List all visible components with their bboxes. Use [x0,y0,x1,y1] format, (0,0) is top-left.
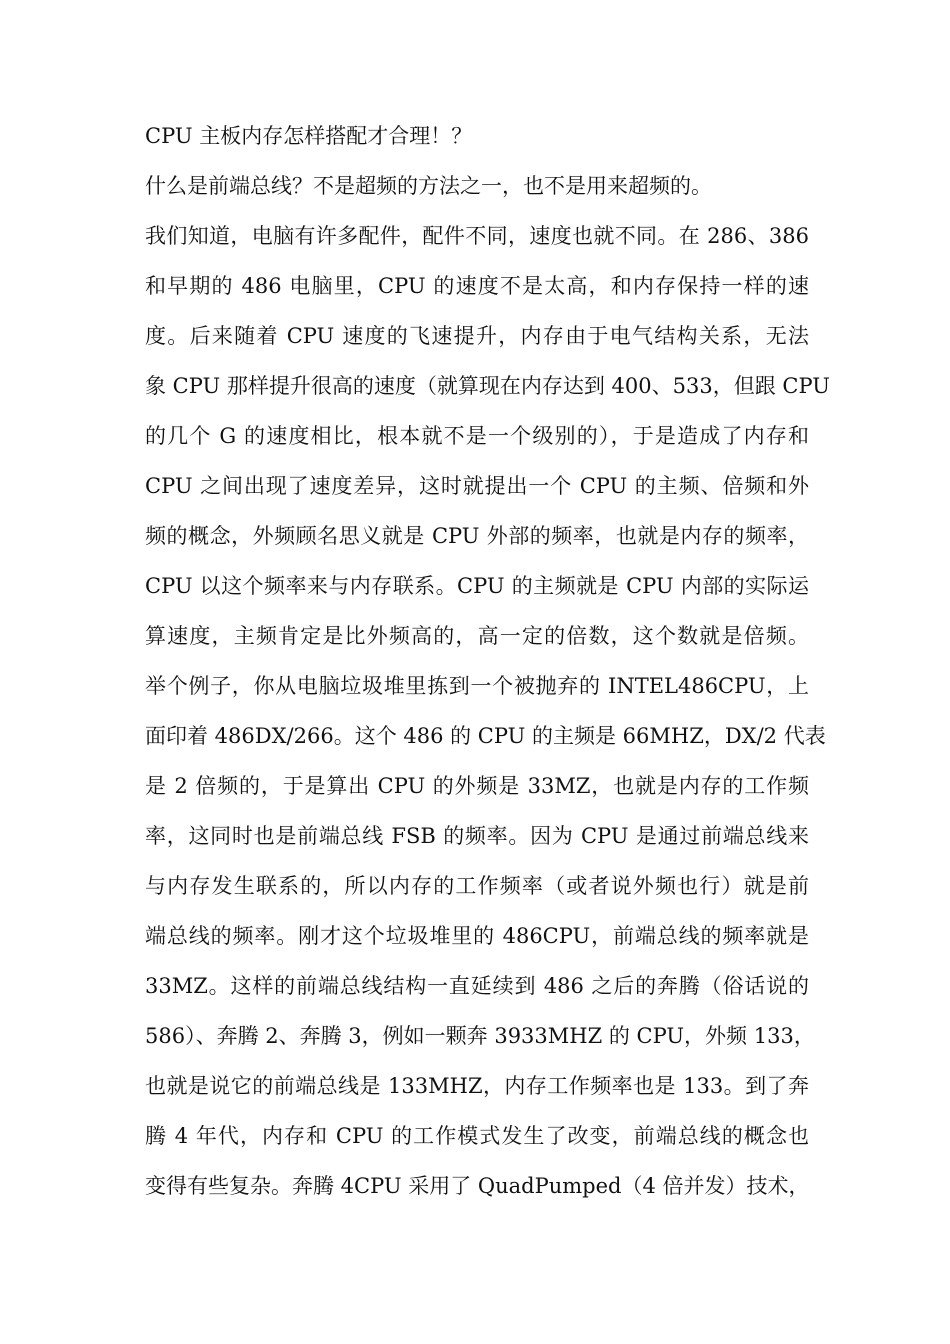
paragraph-line: 我们知道，电脑有许多配件，配件不同，速度也就不同。在 286、386 [145,224,809,248]
document-subtitle: 什么是前端总线？不是超频的方法之一，也不是用来超频的。 [145,174,712,198]
paragraph-line: 586）、奔腾 2、奔腾 3，例如一颗奔 3933MHZ 的 CPU，外频 133， [145,1024,815,1048]
document-title: CPU 主板内存怎样搭配才合理！？ [145,124,473,148]
paragraph-line: 率，这同时也是前端总线 FSB 的频率。因为 CPU 是通过前端总线来 [145,824,809,848]
paragraph-line: CPU 以这个频率来与内存联系。CPU 的主频就是 CPU 内部的实际运 [145,574,809,598]
paragraph-line: 的几个 G 的速度相比，根本就不是一个级别的），于是造成了内存和 [145,424,809,448]
article-body [145,118,830,1218]
paragraph-line: 象 CPU 那样提升很高的速度（就算现在内存达到 400、533，但跟 CPU [145,374,830,398]
paragraph-line: 33MZ。这样的前端总线结构一直延续到 486 之后的奔腾（俗话说的 [145,974,809,998]
paragraph-line: 端总线的频率。刚才这个垃圾堆里的 486CPU，前端总线的频率就是 [145,924,809,948]
paragraph-line: 与内存发生联系的，所以内存的工作频率（或者说外频也行）就是前 [145,874,809,898]
paragraph-line: 变得有些复杂。奔腾 4CPU 采用了 QuadPumped（4 倍并发）技术， [145,1174,810,1198]
paragraph-line: 算速度，主频肯定是比外频高的，高一定的倍数，这个数就是倍频。 [145,624,809,648]
paragraph-line: 也就是说它的前端总线是 133MHZ，内存工作频率也是 133。到了奔 [145,1074,809,1098]
paragraph-line: 和早期的 486 电脑里，CPU 的速度不是太高，和内存保持一样的速 [145,274,809,298]
paragraph-line: CPU 之间出现了速度差异，这时就提出一个 CPU 的主频、倍频和外 [145,474,809,498]
paragraph-line: 腾 4 年代，内存和 CPU 的工作模式发生了改变，前端总线的概念也 [145,1124,809,1148]
paragraph-line: 是 2 倍频的，于是算出 CPU 的外频是 33MZ，也就是内存的工作频 [145,774,809,798]
paragraph-line: 频的概念，外频顾名思义就是 CPU 外部的频率，也就是内存的频率， [145,524,809,548]
paragraph-line: 面印着 486DX/266。这个 486 的 CPU 的主频是 66MHZ，DX/2 代表 [145,724,826,748]
paragraph-line: 举个例子，你从电脑垃圾堆里拣到一个被抛弃的 INTEL486CPU，上 [145,674,809,698]
paragraph-line: 度。后来随着 CPU 速度的飞速提升，内存由于电气结构关系，无法 [145,324,809,348]
